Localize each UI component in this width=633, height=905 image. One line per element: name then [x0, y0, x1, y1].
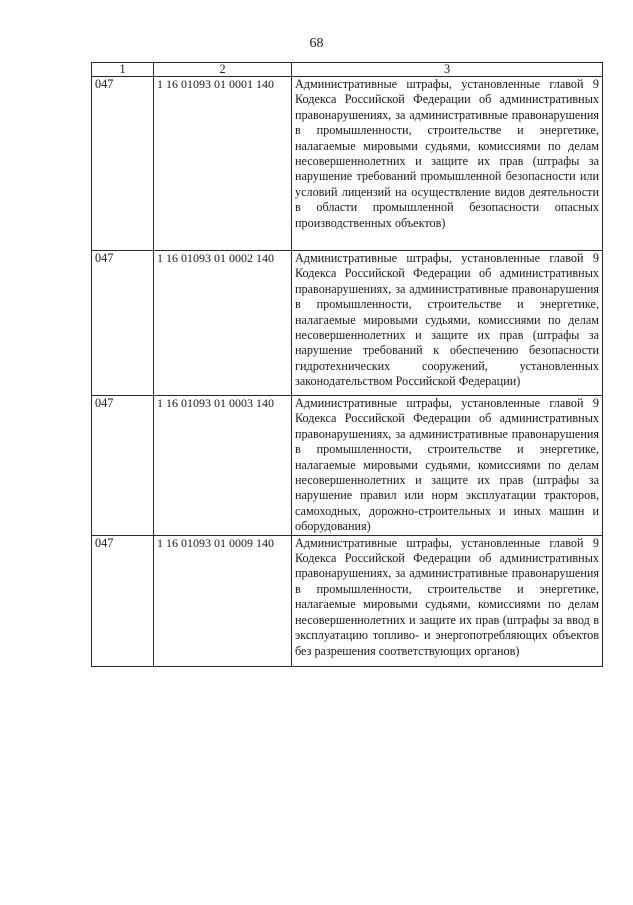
admin-code-cell: 047 — [92, 77, 154, 251]
column-header-2: 2 — [154, 63, 292, 77]
budget-codes-table — [91, 62, 603, 667]
description-cell: Административные штрафы, установленные главой 9 Кодекса Российской Федерации об административных правонарушениях, за административные правонарушения в промышленности, строительстве и энергетике, налагаемые мировыми судьями, комиссиями по делам несовершеннолетних и защите их прав (штрафы за нарушение правил или норм эксплуатации тракторов, самоходных, дорожно-строительных и иных машин и оборудования) — [292, 396, 603, 536]
page-number: 68 — [309, 36, 324, 51]
column-header-3: 3 — [292, 63, 603, 77]
table-row — [92, 77, 603, 251]
table-row — [92, 396, 603, 536]
table-row — [92, 535, 603, 666]
budget-classification-code-cell: 1 16 01093 01 0009 140 — [154, 535, 292, 666]
column-header-1: 1 — [92, 63, 154, 77]
budget-classification-code-cell: 1 16 01093 01 0002 140 — [154, 251, 292, 396]
admin-code-cell: 047 — [92, 251, 154, 396]
admin-code-cell: 047 — [92, 396, 154, 536]
description-cell: Административные штрафы, установленные главой 9 Кодекса Российской Федерации об административных правонарушениях, за административные правонарушения в промышленности, строительстве и энергетике, налагаемые мировыми судьями, комиссиями по делам несовершеннолетних и защите их прав (штрафы за ввод в эксплуатацию топливо- и энергопотребляющих объектов без разрешения соответствующих органов) — [292, 535, 603, 666]
budget-classification-code-cell: 1 16 01093 01 0003 140 — [154, 396, 292, 536]
budget-classification-code-cell: 1 16 01093 01 0001 140 — [154, 77, 292, 251]
table-row — [92, 251, 603, 396]
table-header-row — [92, 63, 603, 77]
description-cell: Административные штрафы, установленные главой 9 Кодекса Российской Федерации об административных правонарушениях, за административные правонарушения в промышленности, строительстве и энергетике, налагаемые мировыми судьями, комиссиями по делам несовершеннолетних и защите их прав (штрафы за нарушение требований к обеспечению безопасности гидротехнических сооружений, установленных законодательством Российской Федерации) — [292, 251, 603, 396]
admin-code-cell: 047 — [92, 535, 154, 666]
description-cell: Административные штрафы, установленные главой 9 Кодекса Российской Федерации об административных правонарушениях, за административные правонарушения в промышленности, строительстве и энергетике, налагаемые мировыми судьями, комиссиями по делам несовершеннолетних и защите их прав (штрафы за нарушение требований промышленной безопасности или условий лицензий на осуществление видов деятельности в области промышленной безопасности опасных производственных объектов) — [292, 77, 603, 251]
